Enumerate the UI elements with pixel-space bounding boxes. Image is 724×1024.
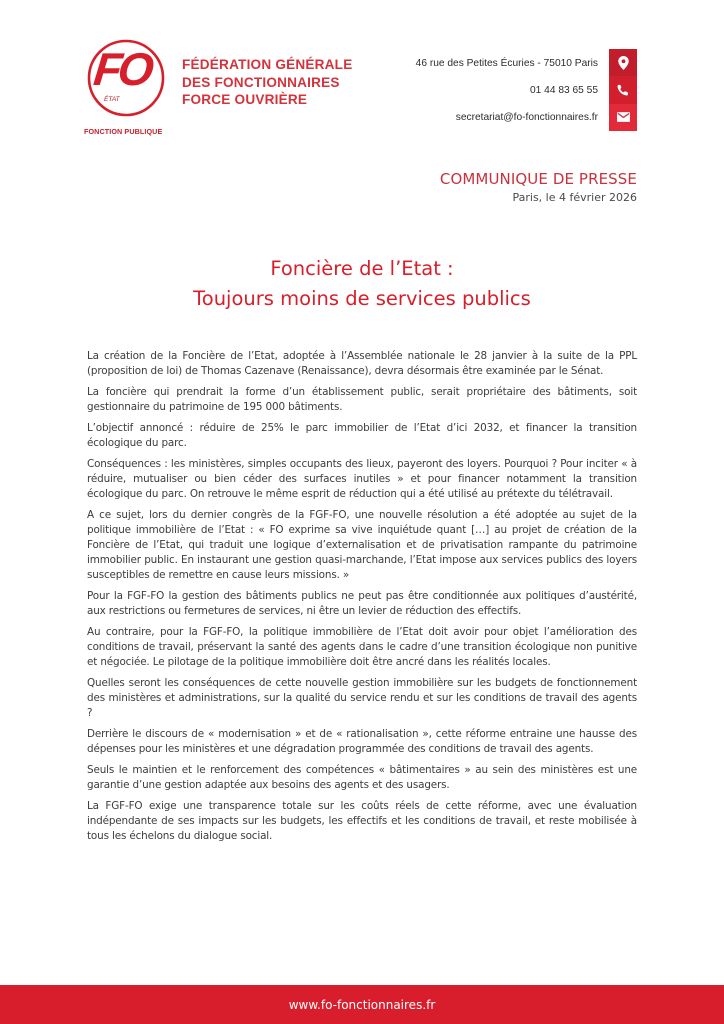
map-pin-icon xyxy=(609,49,637,76)
paragraph: Quelles seront les conséquences de cette nouvelle gestion immobilière sur les budgets de fonctionnement des ministères et administrations, sur la qualité du service rendu et sur les conditions de travail des agents ? xyxy=(87,677,637,719)
org-name-line-2: DES FONCTIONNAIRES xyxy=(182,74,340,90)
phone-icon xyxy=(609,76,637,103)
fo-logo xyxy=(84,38,176,136)
website-link[interactable]: www.fo-fonctionnaires.fr xyxy=(288,997,436,1012)
paragraph: L’objectif annoncé : réduire de 25% le parc immobilier de l’Etat d’ici 2032, et financer la transition écologique du parc. xyxy=(87,422,637,449)
organization-name xyxy=(182,56,352,109)
paragraph: La foncière qui prendrait la forme d’un établissement public, serait propriétaire des bâtiments, soit gestionnaire du patrimoine de 195 000 bâtiments. xyxy=(87,386,637,413)
mail-icon xyxy=(609,104,637,131)
paragraph: La FGF-FO exige une transparence totale sur les coûts réels de cette réforme, avec une évaluation indépendante de ses impacts sur les budgets, les effectifs et les conditions de travail, et reste mobilisée à tous les échelons du dialogue social. xyxy=(87,800,637,842)
contact-address: 46 rue des Petites Écuries - 75010 Paris xyxy=(415,58,598,69)
org-name-line-1: FÉDÉRATION GÉNÉRALE xyxy=(182,57,353,72)
contact-info xyxy=(416,50,598,131)
press-release-label: COMMUNIQUE DE PRESSE xyxy=(439,170,637,188)
paragraph: Seuls le maintien et le renforcement des compétences « bâtimentaires » au sein des ministères est une garantie d’une gestion adaptée aux besoins des agents et des usagers. xyxy=(87,764,637,791)
org-name-line-3: FORCE OUVRIÈRE xyxy=(182,92,308,107)
contact-email[interactable]: secretariat@fo-fonctionnaires.fr xyxy=(455,112,598,123)
document-body xyxy=(87,349,637,850)
logo-mark: FO xyxy=(91,43,153,95)
logo-tag: ÉTAT xyxy=(104,96,120,103)
logo-subtitle: FONCTION PUBLIQUE xyxy=(84,127,163,136)
title-line-1: Foncière de l’Etat : xyxy=(270,257,454,280)
paragraph: La création de la Foncière de l’Etat, adoptée à l’Assemblée nationale le 28 janvier à la suite de la PPL (proposition de loi) de Thomas Cazenave (Renaissance), devra désormais être examinée par le Sénat. xyxy=(87,350,637,377)
paragraph: Conséquences : les ministères, simples occupants des lieux, payeront des loyers. Pourquoi ? Pour inciter « à réduire, mutualiser ou bien céder des surfaces inutiles » et pour financer notamment la transition écologique du parc. On retrouve le même esprit de réduction qui a été utilisé au prétexte du télétravail. xyxy=(87,458,637,500)
title-line-2: Toujours moins de services publics xyxy=(193,287,531,310)
press-header xyxy=(440,170,637,204)
footer-bar xyxy=(0,985,724,1024)
press-date: Paris, le 4 février 2026 xyxy=(512,191,637,204)
paragraph: A ce sujet, lors du dernier congrès de la FGF-FO, une nouvelle résolution a été adoptée au sujet de la politique immobilière de l’Etat : « FO exprime sa vive inquiétude quant […] au projet de création de la Foncière de l’Etat, qui traduit une logique d’externalisation et de privatisation rampante du patrimoine immobilier public. En instaurant une gestion quasi-marchande, l’Etat impose aux services publics des loyers susceptibles de remettre en cause leurs missions. » xyxy=(87,509,637,581)
contact-phone[interactable]: 01 44 83 65 55 xyxy=(530,85,598,96)
paragraph: Pour la FGF-FO la gestion des bâtiments publics ne peut pas être conditionnée aux politiques d’austérité, aux restrictions ou fermetures de services, ni être un levier de réduction des effectifs. xyxy=(87,590,637,617)
paragraph: Derrière le discours de « modernisation » et de « rationalisation », cette réforme entraine une hausse des dépenses pour les ministères et une dégradation programmée des conditions de travail des agents. xyxy=(87,728,637,755)
paragraph: Au contraire, pour la FGF-FO, la politique immobilière de l’Etat doit avoir pour objet l’amélioration des conditions de travail, préservant la santé des agents dans le cadre d’une transition écologique non punitive et négociée. Le pilotage de la politique immobilière doit être ancré dans les réalités locales. xyxy=(87,626,637,668)
document-title xyxy=(0,254,724,314)
contact-icon-column xyxy=(609,49,637,131)
